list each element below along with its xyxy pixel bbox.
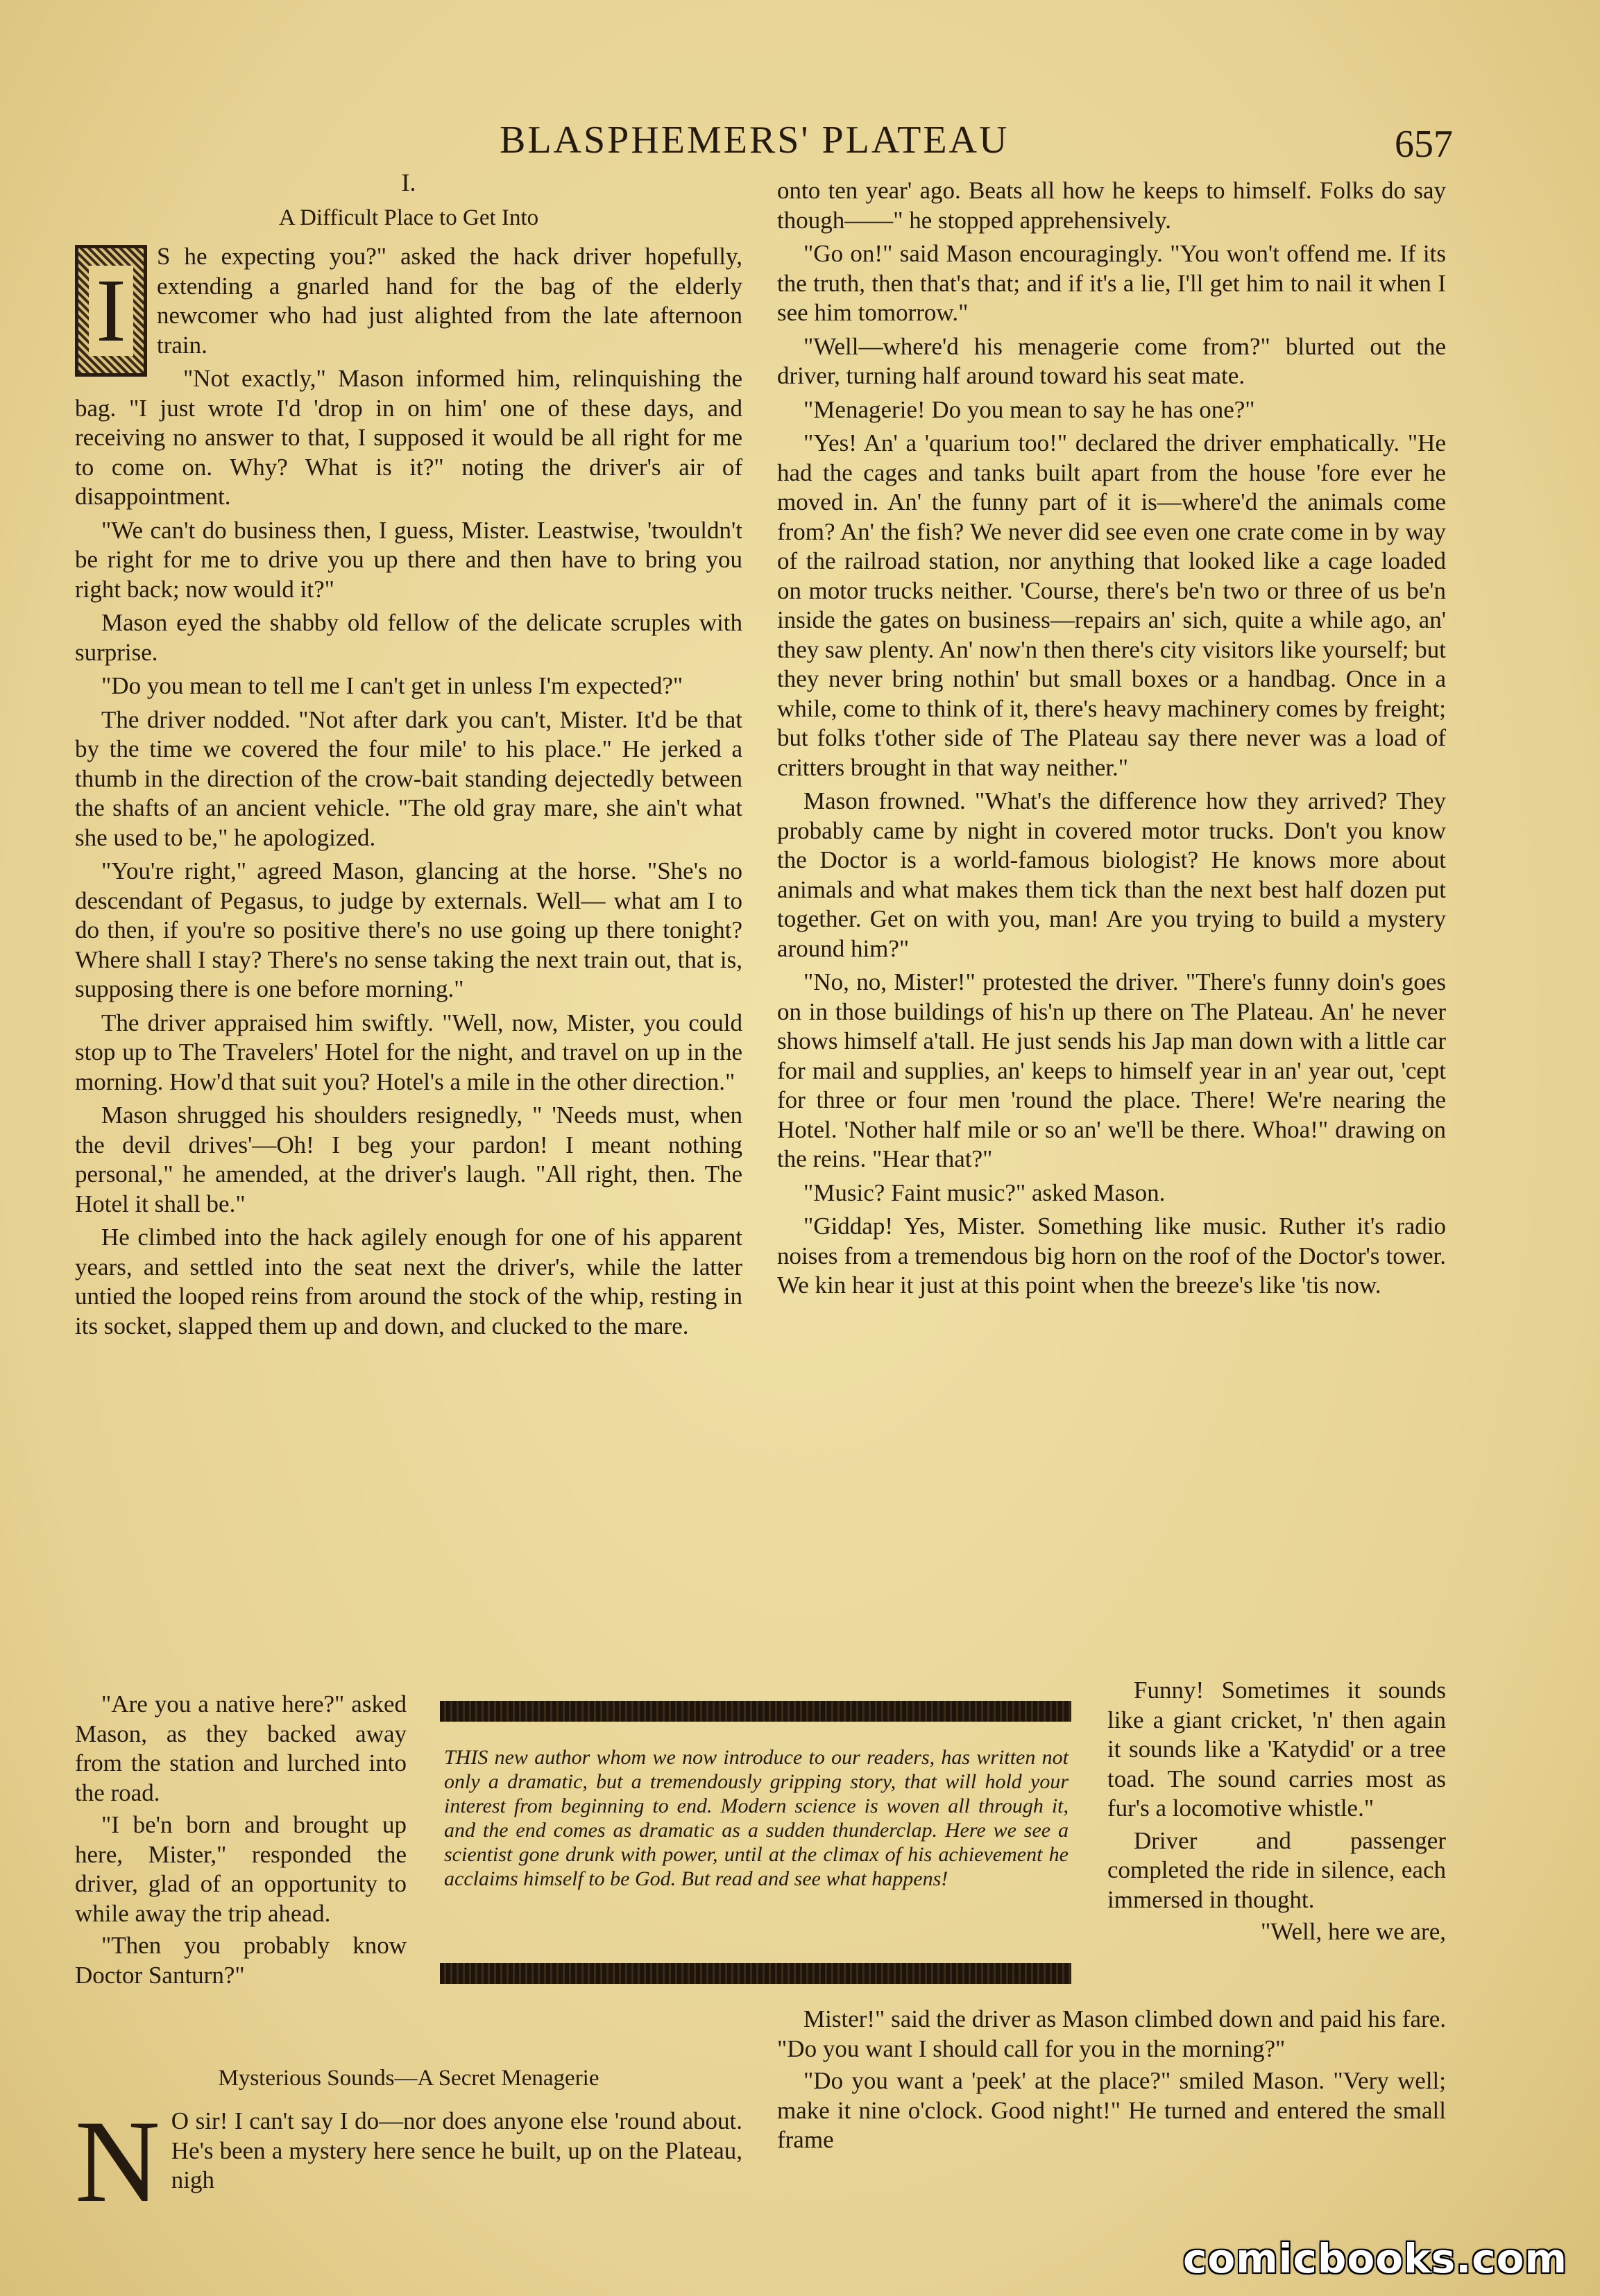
paragraph: "Well—where'd his menagerie come from?" blurted out the driver, turning half around toward his seat mate.: [777, 332, 1446, 389]
editorial-callout: [440, 1701, 1071, 1992]
paragraph: Mason eyed the shabby old fellow of the delicate scruples with surprise.: [75, 609, 742, 666]
paragraph: "We can't do business then, I guess, Mister. Leastwise, 'twouldn't be right for me to drive you up there and then have to bring you right back; now would it?": [75, 516, 742, 603]
paragraph: He climbed into the hack agilely enough for one of his apparent years, and settled into the seat next the driver's, while the latter untied the looped reins from around the stock of the whip, resting in its socket, slapped them up and down, and clucked to the mare.: [75, 1224, 742, 1339]
paragraph: "Well, here we are,: [1260, 1918, 1446, 1945]
paragraph: "No, no, Mister!" protested the driver. "There's funny doin's goes on in those buildings of his'n up there on The Plateau. An' he never shows himself a'tall. He just sends his Jap man down with a little car for mail and supplies, an' keeps to himself year in an' year out, 'cept for three or four men 'round the place. There! We're nearing the Hotel. 'Nother half mile or so an' we'll be there. Whoa!" drawing on the reins. "Hear that?": [777, 968, 1446, 1172]
bottom-right-column: [777, 2005, 1446, 2158]
callout-text: THIS new author whom we now introduce to our readers, has written not only a dramatic, but a tremendously gripping story, that will hold your interest from beginning to end. Modern science is woven all through it, and the end comes as dramatic as a sudden thunderclap. Here we see a scientist gone drunk with power, until at the climax of his achievement he acclaims himself to be God. But read and see what happens!: [444, 1746, 1069, 1890]
paragraph: The driver nodded. "Not after dark you can't, Mister. It'd be that by the time we covered the four mile' to his place." He jerked a thumb in the direction of the crow-bait standing dejectedly between the shafts of an ancient vehicle. "The old gray mare, she ain't what she used to be," he apologized.: [75, 705, 742, 851]
section-two-body: [75, 2096, 742, 2227]
dropcap-letter: N: [75, 2096, 160, 2227]
paragraph: Funny! Sometimes it sounds like a giant cricket, 'n' then again it sounds like a 'Katydid' or a tree toad. The sound carries most as fur's a locomotive whistle.": [1107, 1677, 1446, 1822]
site-watermark: comicbooks.com: [1183, 2235, 1567, 2282]
section-title: Mysterious Sounds—A Secret Menagerie: [218, 2066, 599, 2091]
section-number: I.: [401, 169, 416, 196]
paragraph: Driver and passenger completed the ride in silence, each immersed in thought.: [1107, 1826, 1446, 1913]
section-two: [75, 2066, 742, 2227]
running-title: BLASPHEMERS' PLATEAU: [500, 119, 1010, 162]
ornamental-dropcap: [75, 245, 147, 377]
paragraph: "I be'n born and brought up here, Mister," responded the driver, glad of an opportunity to while away the trip ahead.: [75, 1811, 407, 1927]
dropcap-letter: I: [89, 266, 133, 356]
paragraph: Mister!" said the driver as Mason climbed down and paid his fare. "Do you want I should call for you in the morning?": [777, 2005, 1446, 2062]
paragraph: onto ten year' ago. Beats all how he keeps to himself. Folks do say though——" he stopped apprehensively.: [777, 177, 1446, 234]
section-title: A Difficult Place to Get Into: [278, 205, 539, 230]
paragraph: "Are you a native here?" asked Mason, as they backed away from the station and lurched into the road.: [75, 1690, 407, 1806]
paragraph: "Music? Faint music?" asked Mason.: [803, 1179, 1166, 1206]
page-header: [0, 118, 1600, 173]
paragraph: S he expecting you?" asked the hack driver hopefully, extending a gnarled hand for the bag of the elderly newcomer who had just alighted from the late afternoon train.: [157, 243, 742, 359]
callout-bottom-bar: [440, 1963, 1071, 1984]
left-column: [75, 166, 742, 1345]
right-column: [777, 176, 1446, 1305]
paragraph: O sir! I can't say I do—nor does anyone else 'round about. He's been a mystery here sence he built, up on the Plateau, nigh: [171, 2107, 742, 2193]
paragraph: "Menagerie! Do you mean to say he has one?": [803, 395, 1255, 423]
paragraph: The driver appraised him swiftly. "Well, now, Mister, you could stop up to The Travelers' Hotel for the night, and travel on up in the morning. How'd that suit you? Hotel's a mile in the other direction.": [75, 1009, 742, 1095]
paragraph: Mason frowned. "What's the difference how they arrived? They probably came by night in covered motor trucks. Don't you know the Doctor is a world-famous biologist? He knows more about animals and what makes them tick than the next best half dozen put together. Get on with you, man! Are you trying to build a mystery around him?": [777, 787, 1446, 962]
paragraph: "Yes! An' a 'quarium too!" declared the driver emphatically. "He had the cages and tanks built apart from the house 'fore ever he moved in. An' the funny part of it is—where'd the animals come from? An' the fish? We never did see even one crate come in by way of the railroad station, nor anything that looked like a cage loaded on motor trucks neither. 'Course, there's be'n two or three of us be'n inside the gates on business—repairs an' sich, quite a while ago, an' they saw plenty. An' now'n then there's city visitors like yourself; but they never bring nothin' but small boxes or a handbag. Once in a while, come to think of it, there's heavy machinery comes by freight; but folks t'other side of The Plateau say there never was a load of critters brought in that way neither.": [777, 429, 1446, 781]
paragraph: "You're right," agreed Mason, glancing at the horse. "She's no descendant of Pegasus, to judge by externals. Well— what am I to do then, if you're so positive there's no use going up there tonight? Where shall I stay? There's no sense taking the next train out, that is, supposing there is one before morning.": [75, 857, 742, 1002]
narrow-right-column: [1107, 1676, 1446, 1950]
paragraph: "Then you probably know Doctor Santurn?": [75, 1932, 407, 1989]
callout-top-bar: [440, 1701, 1071, 1722]
page-number: 657: [1395, 123, 1453, 166]
narrow-left-column: [75, 1690, 407, 1993]
paragraph: "Do you mean to tell me I can't get in unless I'm expected?": [101, 672, 683, 699]
paragraph: "Not exactly," Mason informed him, relinquishing the bag. "I just wrote I'd 'drop in on him' one of these days, and receiving no answer to that, I supposed it would be all right for me to come on. Why? What is it?" noting the driver's air of disappointment.: [75, 365, 742, 510]
paragraph: "Go on!" said Mason encouragingly. "You won't offend me. If its the truth, then that's that; and if it's a lie, I'll get him to nail it when I see him tomorrow.": [777, 240, 1446, 326]
paragraph: "Giddap! Yes, Mister. Something like music. Ruther it's radio noises from a tremendous big horn on the roof of the Doctor's tower. We kin hear it just at this point when the breeze's like 'tis now.: [777, 1213, 1446, 1299]
paragraph: Mason shrugged his shoulders resignedly, " 'Needs must, when the devil drives'—Oh! I beg your pardon! I meant nothing personal," he amended, at the driver's laugh. "All right, then. The Hotel it shall be.": [75, 1102, 742, 1217]
paragraph: "Do you want a 'peek' at the place?" smiled Mason. "Very well; make it nine o'clock. Good night!" He turned and entered the small frame: [777, 2067, 1446, 2153]
